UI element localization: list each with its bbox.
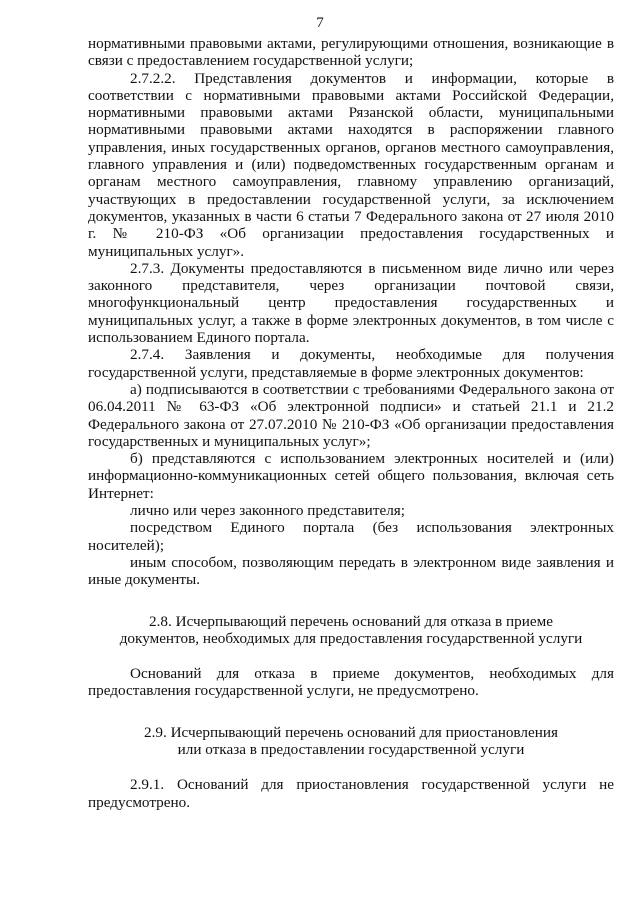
section-2-9-1-body: 2.9.1. Оснований для приостановления государственной услуги не предусмотрено. (88, 776, 614, 811)
section-2-8-heading-line2: документов, необходимых для предоставления государственной услуги (119, 629, 583, 647)
list-subitem-in-person: лично или через законного представителя; (130, 502, 405, 520)
section-2-8-body: Оснований для отказа в приеме документов, необходимых для предоставления государственной услуги, не предусмотрено. (88, 665, 614, 700)
paragraph-2-7-2-2: 2.7.2.2. Представления документов и информации, которые в соответствии с нормативными правовыми актами Российской Федерации, нормативными правовыми актами Рязанской области, муниципальными нормативными правовыми актами находятся в распоряжении главного управления, иных государственных органов, органов местного самоуправления, главного управления и (или) подведомственных государственным органам и органам местного самоуправления, главному управлению организаций, участвующих в предоставлении государственной услуги, за исключением документов, указанных в части 6 статьи 7 Федерального закона от 27 июля 2010 г. № 210-ФЗ «Об организации предоставления государственных и муниципальных услуг». (88, 69, 614, 260)
paragraph-2-7-4: 2.7.4. Заявления и документы, необходимые для получения государственной услуги, представляемые в форме электронных документов: (88, 346, 614, 381)
paragraph-2-7-3: 2.7.3. Документы предоставляются в письменном виде лично или через законного представителя, через организации почтовой связи, многофункциональный центр предоставления государственных и муниципальных услуг, а также в форме электронных документов, в том числе с использованием Единого портала. (88, 259, 614, 347)
section-2-9-heading-line2: или отказа в предоставлении государственной услуги (177, 740, 525, 758)
spacer (88, 758, 614, 776)
page-number: 7 (316, 15, 324, 31)
spacer (88, 647, 614, 665)
section-2-8-heading-line1: 2.8. Исчерпывающий перечень оснований для отказа в приеме (149, 612, 553, 630)
spacer (88, 589, 614, 613)
list-item-b: б) представляются с использованием электронных носителей и (или) информационно-коммуникационных сетей общего пользования, включая сеть Интернет: (88, 450, 614, 502)
list-subitem-other: иным способом, позволяющим передать в электронном виде заявления и иные документы. (88, 553, 614, 589)
list-subitem-portal: посредством Единого портала (без использования электронных носителей); (88, 519, 614, 554)
document-body (88, 35, 614, 811)
section-2-9-heading-line1: 2.9. Исчерпывающий перечень оснований для приостановления (144, 723, 558, 741)
paragraph-continuation: нормативными правовыми актами, регулирующими отношения, возникающие в связи с предоставлением государственной услуги; (88, 35, 614, 70)
list-item-a: а) подписываются в соответствии с требованиями Федерального закона от 06.04.2011 № 63-ФЗ «Об электронной подписи» и статьей 21.1 и 21.2 Федерального закона от 27.07.2010 № 210-ФЗ «Об организации предоставления государственных и муниципальных услуг»; (88, 380, 614, 450)
spacer (88, 700, 614, 724)
